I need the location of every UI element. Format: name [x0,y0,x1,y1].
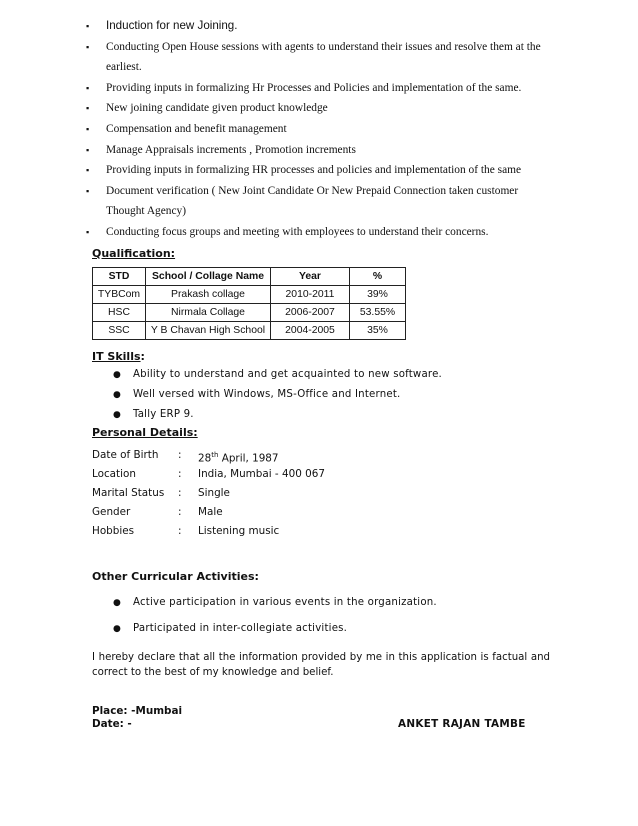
table-row [93,304,406,322]
square-bullet-icon: ▪ [86,103,90,114]
list-item: ▪ Document verification ( New Joint Candidate Or New Prepaid Connection taken customer Thought Agency) [86,181,556,222]
table-cell: 35% [350,322,406,340]
signature-name: ANKET RAJAN TAMBE [398,718,526,730]
table-cell: Y B Chavan High School [146,322,271,340]
column-header: School / Collage Name [146,268,271,286]
detail-label: Date of Birth [92,449,159,461]
square-bullet-icon: ▪ [86,123,90,134]
activities-heading: Other Curricular Activities: [92,570,259,583]
date-line: Date: - [92,718,132,730]
square-bullet-icon: ▪ [86,185,90,196]
separator: : [178,506,182,518]
table-cell: 2006-2007 [271,304,350,322]
square-bullet-icon: ▪ [86,21,90,31]
column-header: Year [271,268,350,286]
table-cell: HSC [93,304,146,322]
detail-value: 28th April, 1987 [198,451,279,465]
table-cell: TYBCom [93,286,146,304]
list-item: ▪ Conducting Open House sessions with agents to understand their issues and resolve them at the earliest. [86,37,556,78]
list-item: ● Participated in inter-collegiate activities. [113,616,437,642]
list-item: ▪ Providing inputs in formalizing HR processes and policies and implementation of the same [86,160,556,181]
separator: : [178,487,182,499]
list-item: ▪ Conducting focus groups and meeting with employees to understand their concerns. [86,222,556,243]
table-row [93,286,406,304]
responsibilities-list [86,16,556,243]
round-bullet-icon: ● [113,410,122,420]
round-bullet-icon: ● [113,390,122,400]
detail-label: Hobbies [92,525,135,537]
declaration-text: I hereby declare that all the information provided by me in this application is factual and correct to the best of my knowledge and belief. [92,652,550,678]
detail-label: Location [92,468,136,480]
separator: : [178,468,182,480]
list-item: ● Active participation in various events in the organization. [113,590,437,616]
detail-value: Single [198,487,230,499]
table-cell: Nirmala Collage [146,304,271,322]
detail-label: Gender [92,506,131,518]
detail-label: Marital Status [92,487,165,499]
table-row [93,322,406,340]
detail-value: Male [198,506,223,518]
round-bullet-icon: ● [113,598,122,608]
square-bullet-icon: ▪ [86,82,90,93]
it-skills-heading: IT Skills: [92,350,145,363]
qualification-heading: Qualification: [92,247,176,260]
square-bullet-icon: ▪ [86,226,90,237]
list-item: ● Ability to understand and get acquainted to new software. [113,365,442,385]
list-item: ▪ New joining candidate given product knowledge [86,98,556,119]
table-cell: 2010-2011 [271,286,350,304]
detail-value: Listening music [198,525,280,537]
personal-details-heading: Personal Details: [92,426,198,439]
table-header-row [93,268,406,286]
round-bullet-icon: ● [113,370,122,380]
table-cell: 2004-2005 [271,322,350,340]
column-header: STD [93,268,146,286]
square-bullet-icon: ▪ [86,144,90,155]
place-line: Place: -Mumbai [92,705,183,717]
list-item: ▪ Manage Appraisals increments , Promotion increments [86,140,556,161]
separator: : [178,525,182,537]
list-item: ▪ Induction for new Joining. [86,16,556,37]
list-item: ▪ Providing inputs in formalizing Hr Processes and Policies and implementation of the same. [86,78,556,99]
column-header: % [350,268,406,286]
table-cell: SSC [93,322,146,340]
list-item: ● Tally ERP 9. [113,405,442,425]
table-cell: 39% [350,286,406,304]
it-skills-list [113,365,442,425]
table-cell: Prakash collage [146,286,271,304]
qualification-table [92,267,406,340]
square-bullet-icon: ▪ [86,165,90,176]
list-item: ● Well versed with Windows, MS-Office and Internet. [113,385,442,405]
round-bullet-icon: ● [113,624,122,634]
detail-value: India, Mumbai - 400 067 [198,468,325,480]
square-bullet-icon: ▪ [86,41,90,52]
separator: : [178,449,182,461]
activities-list [113,590,437,642]
table-cell: 53.55% [350,304,406,322]
list-item: ▪ Compensation and benefit management [86,119,556,140]
